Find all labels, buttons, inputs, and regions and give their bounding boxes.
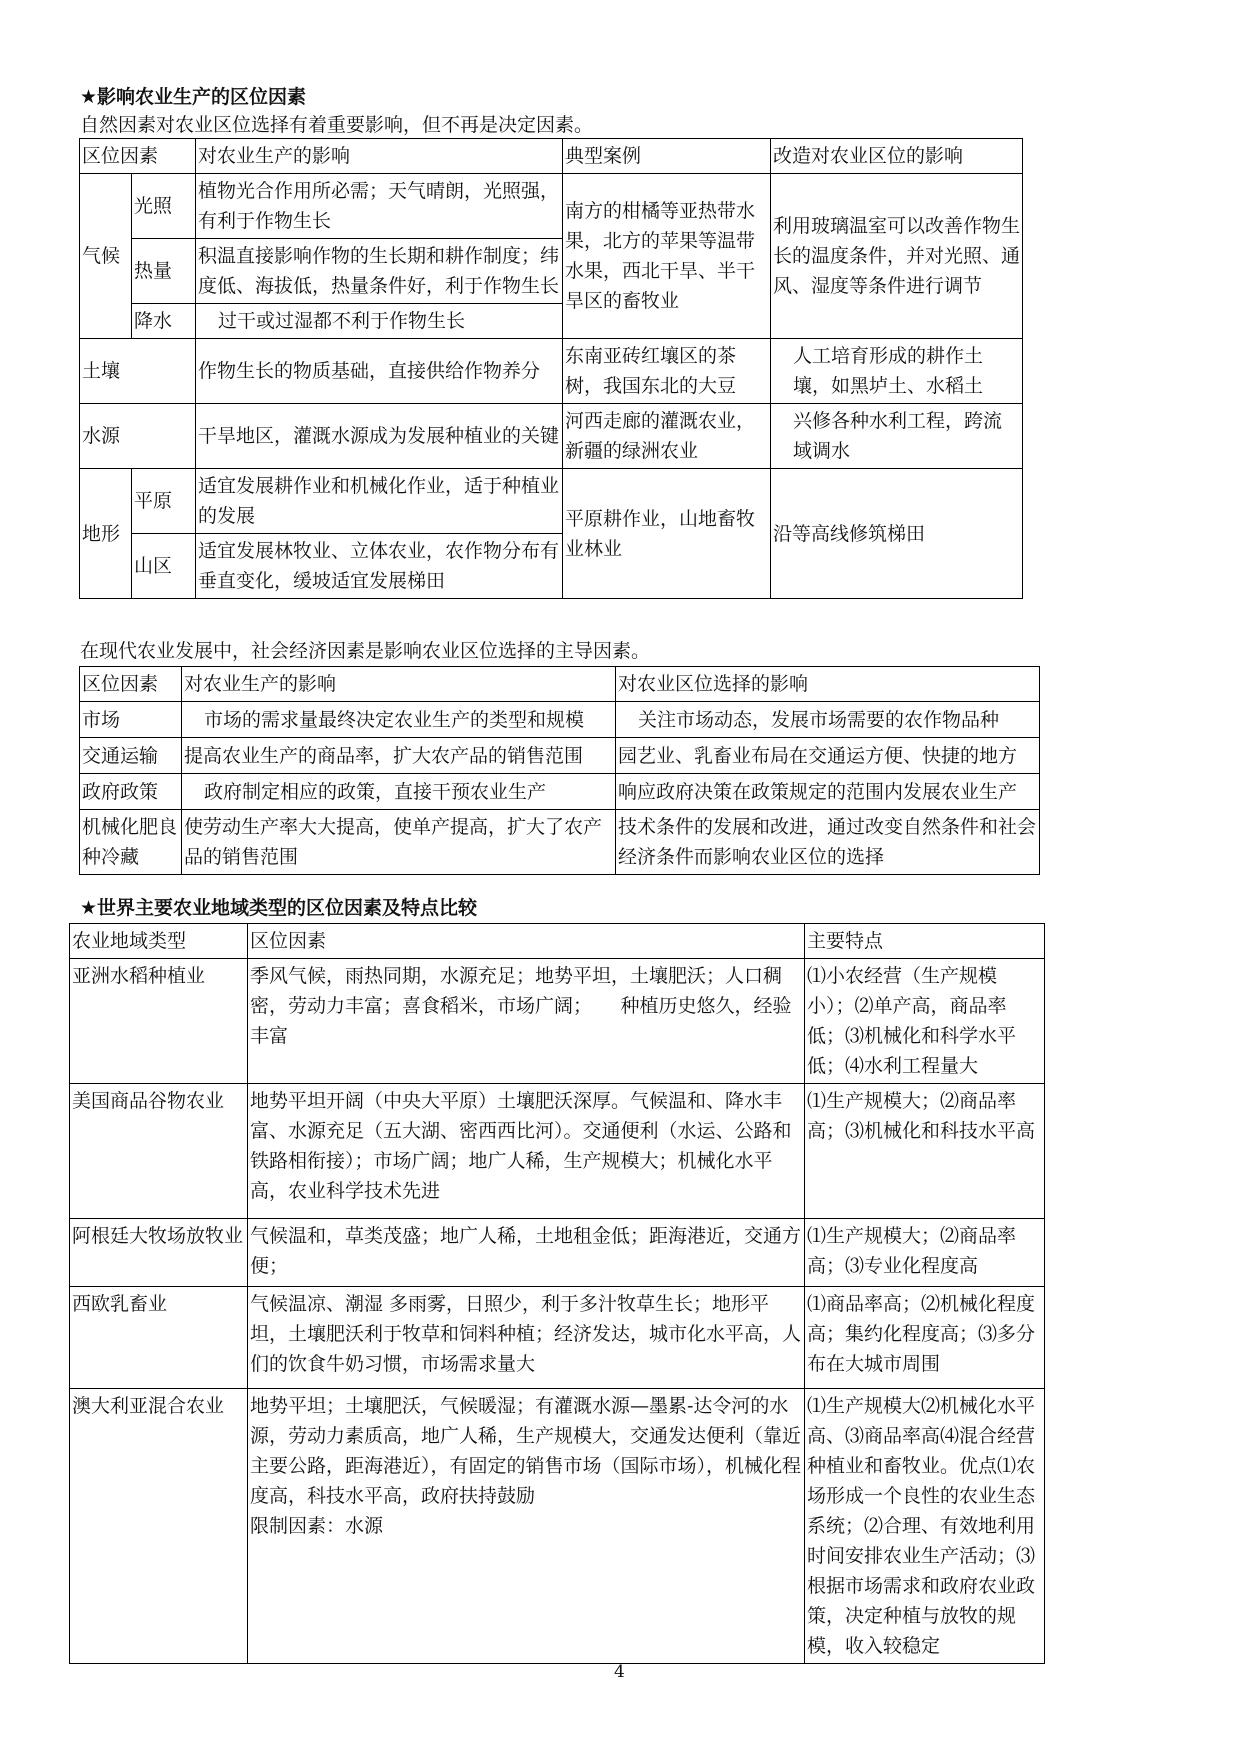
region-type-cell: 澳大利亚混合农业 xyxy=(70,1389,248,1664)
header-cell: 改造对农业区位的影响 xyxy=(771,139,1023,174)
region-type-cell: 西欧乳畜业 xyxy=(70,1287,248,1389)
table-row xyxy=(80,174,1023,239)
features-cell: ⑴商品率高；⑵机械化程度高；集约化程度高；⑶多分布在大城市周围 xyxy=(805,1287,1045,1389)
table-row xyxy=(70,1084,1045,1219)
subfactor-cell: 热量 xyxy=(132,239,196,304)
case-cell: 河西走廊的灌溉农业，新疆的绿洲农业 xyxy=(563,404,771,469)
header-cell: 区位因素 xyxy=(80,667,182,702)
table-row xyxy=(70,1287,1045,1389)
header-cell: 对农业生产的影响 xyxy=(182,667,616,702)
factors-cell: 气候温凉、潮湿 多雨雾，日照少，利于多汁牧草生长；地形平坦，土壤肥沃利于牧草和饲料种植；经济发达，城市化水平高，人们的饮食牛奶习惯，市场需求量大 xyxy=(248,1287,805,1389)
table-row xyxy=(70,1219,1045,1287)
table-row xyxy=(80,339,1023,404)
socioeconomic-factors-table xyxy=(79,666,1040,875)
features-cell: ⑴小农经营（生产规模小）；⑵单产高，商品率低；⑶机械化和科学水平低；⑷水利工程量大 xyxy=(805,959,1045,1084)
reform-cell: 利用玻璃温室可以改善作物生长的温度条件，并对光照、通风、湿度等条件进行调节 xyxy=(771,174,1023,339)
factor-cell: 交通运输 xyxy=(80,738,182,774)
features-cell: ⑴生产规模大；⑵商品率高；⑶机械化和科技水平高 xyxy=(805,1084,1045,1219)
subfactor-cell: 平原 xyxy=(132,469,196,534)
section3-title: ★世界主要农业地域类型的区位因素及特点比较 xyxy=(80,897,478,919)
features-cell: ⑴生产规模大；⑵商品率高；⑶专业化程度高 xyxy=(805,1219,1045,1287)
region-type-cell: 美国商品谷物农业 xyxy=(70,1084,248,1219)
table-row xyxy=(80,469,1023,534)
header-cell: 主要特点 xyxy=(805,924,1045,959)
reform-cell: 兴修各种水利工程，跨流域调水 xyxy=(771,404,1023,469)
choice-cell: 园艺业、乳畜业布局在交通运方便、快捷的地方 xyxy=(616,738,1040,774)
header-cell: 区位因素 xyxy=(80,139,196,174)
header-cell: 典型案例 xyxy=(563,139,771,174)
section2-intro: 在现代农业发展中，社会经济因素是影响农业区位选择的主导因素。 xyxy=(80,640,651,662)
header-cell: 区位因素 xyxy=(248,924,805,959)
factor-cell: 地形 xyxy=(80,469,132,599)
limit-factor-text: 限制因素：水源 xyxy=(250,1515,384,1537)
factor-cell: 机械化肥良种冷藏 xyxy=(80,810,182,875)
factor-cell: 市场 xyxy=(80,702,182,738)
subfactor-cell: 山区 xyxy=(132,534,196,599)
choice-cell: 关注市场动态，发展市场需要的农作物品种 xyxy=(616,702,1040,738)
region-type-cell: 亚洲水稻种植业 xyxy=(70,959,248,1084)
choice-cell: 响应政府决策在政策规定的范围内发展农业生产 xyxy=(616,774,1040,810)
header-cell: 对农业生产的影响 xyxy=(196,139,563,174)
subfactor-cell: 光照 xyxy=(132,174,196,239)
table-header-row xyxy=(80,667,1040,702)
effect-cell: 市场的需求量最终决定农业生产的类型和规模 xyxy=(182,702,616,738)
effect-cell: 过干或过湿都不利于作物生长 xyxy=(196,304,563,339)
region-type-cell: 阿根廷大牧场放牧业 xyxy=(70,1219,248,1287)
case-cell: 平原耕作业，山地畜牧业林业 xyxy=(563,469,771,599)
effect-cell: 干旱地区，灌溉水源成为发展种植业的关键 xyxy=(196,404,563,469)
factor-cell: 气候 xyxy=(80,174,132,339)
case-cell: 南方的柑橘等亚热带水果，北方的苹果等温带水果，西北干旱、半干旱区的畜牧业 xyxy=(563,174,771,339)
table-row xyxy=(80,404,1023,469)
factors-cell: 地势平坦开阔（中央大平原）土壤肥沃深厚。气候温和、降水丰富、水源充足（五大湖、密西西比河）。交通便利（水运、公路和铁路相衔接）；市场广阔；地广人稀，生产规模大；机械化水平高，农业科学技术先进 xyxy=(248,1084,805,1219)
table-row xyxy=(80,738,1040,774)
effect-cell: 植物光合作用所必需；天气晴朗，光照强，有利于作物生长 xyxy=(196,174,563,239)
agricultural-regions-table xyxy=(69,923,1045,1664)
effect-cell: 作物生长的物质基础，直接供给作物养分 xyxy=(196,339,563,404)
choice-cell: 技术条件的发展和改进，通过改变自然条件和社会经济条件而影响农业区位的选择 xyxy=(616,810,1040,875)
table-row xyxy=(70,1389,1045,1664)
table-header-row xyxy=(80,139,1023,174)
effect-cell: 适宜发展林牧业、立体农业，农作物分布有垂直变化，缓坡适宜发展梯田 xyxy=(196,534,563,599)
features-cell: ⑴生产规模大⑵机械化水平高、⑶商品率高⑷混合经营种植业和畜牧业。优点⑴农场形成一个良性的农业生态系统；⑵合理、有效地利用时间安排农业生产活动；⑶根据市场需求和政府农业政策，决定种植与放牧的规模，收入较稳定 xyxy=(805,1389,1045,1664)
factors-text: 地势平坦；土壤肥沃，气候暖湿；有灌溉水源—墨累-达令河的水源，劳动力素质高，地广人稀，生产规模大，交通发达便利（靠近主要公路，距海港近），有固定的销售市场（国际市场），机械化程度高，科技水平高，政府扶持鼓励 xyxy=(250,1395,802,1507)
factors-cell: 季风气候，雨热同期，水源充足；地势平坦，土壤肥沃；人口稠密，劳动力丰富；喜食稻米，市场广阔； 种植历史悠久，经验丰富 xyxy=(248,959,805,1084)
subfactor-cell: 降水 xyxy=(132,304,196,339)
natural-factors-table xyxy=(79,138,1023,599)
effect-cell: 适宜发展耕作业和机械化作业，适于种植业的发展 xyxy=(196,469,563,534)
section1-intro: 自然因素对农业区位选择有着重要影响，但不再是决定因素。 xyxy=(80,114,594,136)
table-row xyxy=(80,702,1040,738)
effect-cell: 积温直接影响作物的生长期和耕作制度；纬度低、海拔低，热量条件好，利于作物生长 xyxy=(196,239,563,304)
reform-cell: 人工培育形成的耕作土壤，如黑垆土、水稻土 xyxy=(771,339,1023,404)
factors-cell xyxy=(248,1389,805,1664)
case-cell: 东南亚砖红壤区的茶树，我国东北的大豆 xyxy=(563,339,771,404)
header-cell: 对农业区位选择的影响 xyxy=(616,667,1040,702)
factors-cell: 气候温和，草类茂盛；地广人稀，土地租金低；距海港近，交通方便； xyxy=(248,1219,805,1287)
factor-cell: 水源 xyxy=(80,404,196,469)
table-header-row xyxy=(70,924,1045,959)
reform-cell: 沿等高线修筑梯田 xyxy=(771,469,1023,599)
effect-cell: 使劳动生产率大大提高，使单产提高，扩大了农产品的销售范围 xyxy=(182,810,616,875)
table-row xyxy=(80,810,1040,875)
header-cell: 农业地域类型 xyxy=(70,924,248,959)
table-row xyxy=(80,774,1040,810)
effect-cell: 政府制定相应的政策，直接干预农业生产 xyxy=(182,774,616,810)
factor-cell: 政府政策 xyxy=(80,774,182,810)
page-number: 4 xyxy=(614,1662,625,1682)
effect-cell: 提高农业生产的商品率，扩大农产品的销售范围 xyxy=(182,738,616,774)
factor-cell: 土壤 xyxy=(80,339,196,404)
table-row xyxy=(70,959,1045,1084)
section1-title: ★影响农业生产的区位因素 xyxy=(80,86,307,108)
